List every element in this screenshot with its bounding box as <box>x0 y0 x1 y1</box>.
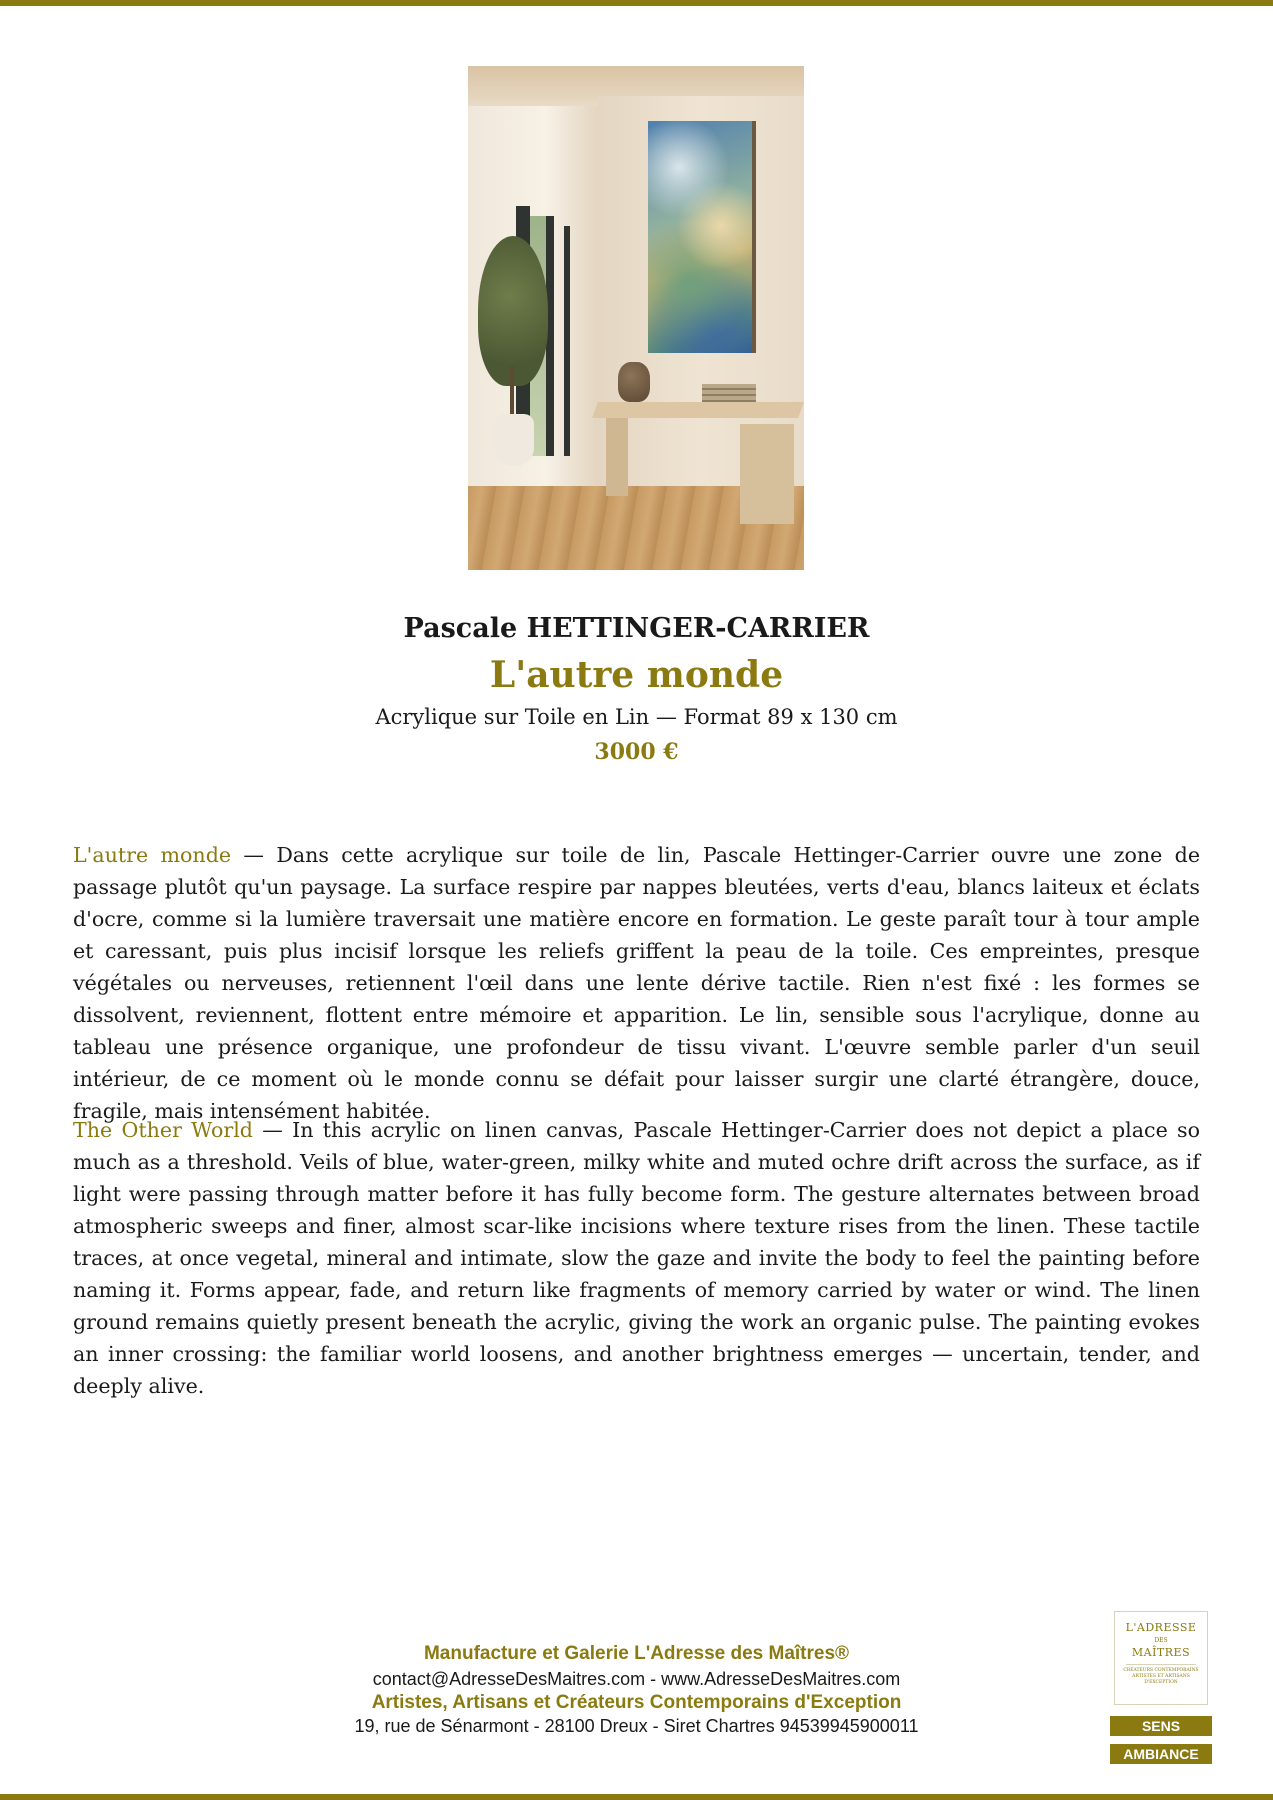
description-french-text: — Dans cette acrylique sur toile de lin, Pascale Hettinger-Carrier ouvre une zone de passage plutôt qu'un paysage. La surface respire par nappes bleutées, verts d'eau, blancs laiteux et éclats d'ocre, comme si la lumière traversait une matière encore en formation. Le geste paraît tour à tour ample et caressant, puis plus incisif lorsque les reliefs griffent la peau de la toile. Ces empreintes, presque végétales ou nerveuses, retiennent l'œil dans une lente dérive tactile. Rien n'est fixé : les formes se dissolvent, reviennent, flottent entre mémoire et apparition. Le lin, sensible sous l'acrylique, donne au tableau une présence organique, une profondeur de tissu vivant. L'œuvre semble parler d'un seuil intérieur, de ce moment où le monde connu se défait pour laisser surgir une clarté étrangère, douce, fragile, mais intensément habitée. <box>73 843 1201 1123</box>
footer-tagline: Artistes, Artisans et Créateurs Contemporains d'Exception <box>371 1692 902 1713</box>
description-french <box>73 839 1200 1127</box>
artwork-title: L'autre monde <box>489 654 784 696</box>
photo-planter <box>494 414 534 466</box>
bottom-accent-bar <box>0 1794 1273 1800</box>
footer-address: 19, rue de Sénarmont - 28100 Dreux - Siret Chartres 94539945900011 <box>354 1716 919 1736</box>
logo-line-1: L'ADRESSE <box>1125 1621 1197 1634</box>
artist-name: Pascale HETTINGER-CARRIER <box>403 613 870 644</box>
tag-ambiance: AMBIANCE <box>1110 1744 1212 1764</box>
gallery-logo <box>1114 1611 1208 1705</box>
artwork-photo <box>468 66 804 570</box>
photo-window-frame <box>564 226 570 456</box>
artwork-medium: Acrylique sur Toile en Lin — Format 89 x 130 cm <box>375 705 898 729</box>
photo-bench-leg <box>606 416 628 496</box>
logo-line-2: DES <box>1154 1637 1168 1644</box>
photo-bench <box>592 402 804 418</box>
footer-gallery-name: Manufacture et Galerie L'Adresse des Maîtres® <box>423 1643 850 1664</box>
artwork-price: 3000 € <box>594 739 679 765</box>
top-accent-bar <box>0 0 1273 6</box>
description-english-text: — In this acrylic on linen canvas, Pascale Hettinger-Carrier does not depict a place so much as a threshold. Veils of blue, water-green, milky white and muted ochre drift across the surface, as if light were passing through matter before it has fully become form. The gesture alternates between broad atmospheric sweeps and finer, almost scar-like incisions where texture rises from the linen. These tactile traces, at once vegetal, mineral and intimate, slow the gaze and invite the body to feel the painting before naming it. Forms appear, fade, and return like fragments of memory carried by water or wind. The linen ground remains quietly present beneath the acrylic, giving the work an organic pulse. The painting evokes an inner crossing: the familiar world loosens, and another brightness emerges — uncertain, tender, and deeply alive. <box>73 1118 1201 1398</box>
photo-books <box>702 384 756 402</box>
photo-painting <box>648 121 756 353</box>
description-french-lead: L'autre monde <box>73 843 232 867</box>
logo-line-3: MAÎTRES <box>1131 1646 1191 1659</box>
photo-bench-leg <box>740 424 794 524</box>
photo-olive-tree <box>478 236 548 386</box>
photo-vase <box>618 362 650 402</box>
description-english <box>73 1114 1200 1402</box>
logo-divider <box>1126 1664 1196 1665</box>
footer-contact: contact@AdresseDesMaitres.com - www.AdresseDesMaitres.com <box>372 1669 901 1689</box>
description-english-lead: The Other World <box>73 1118 253 1142</box>
logo-line-4: CRÉATEURS CONTEMPORAINS ARTISTES ET ARTISANS D'EXCEPTION <box>1123 1668 1199 1685</box>
tag-sens: SENS <box>1110 1716 1212 1736</box>
